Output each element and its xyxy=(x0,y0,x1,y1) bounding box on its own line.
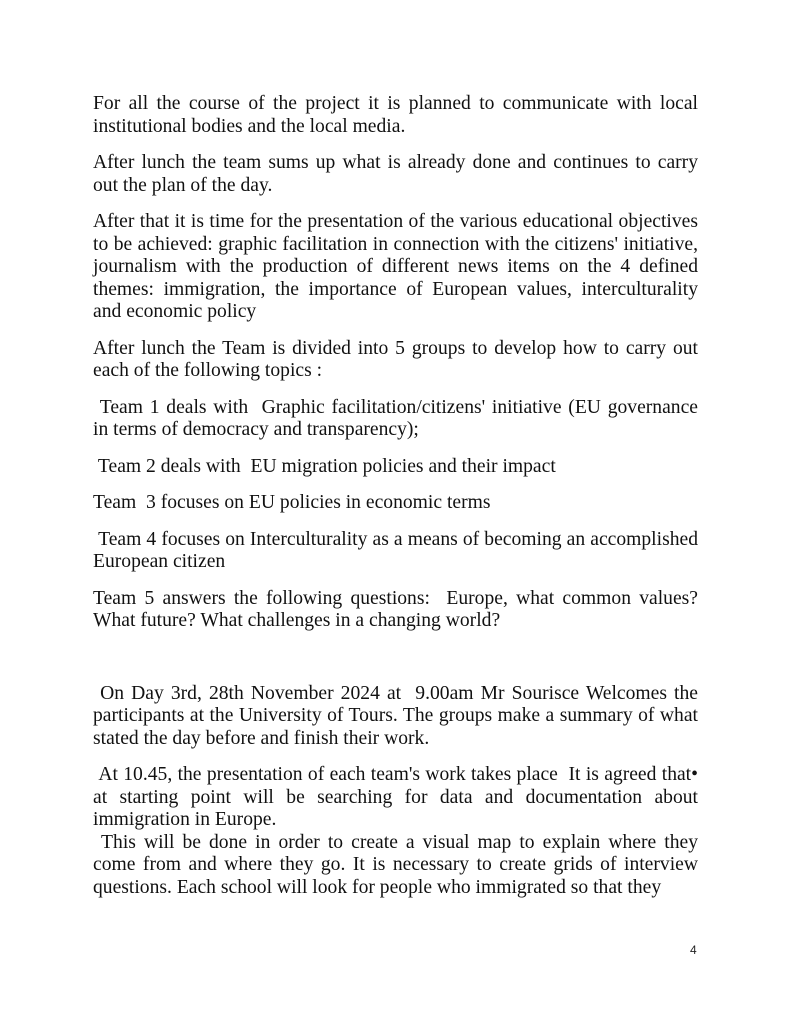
paragraph-after-lunch-summary: After lunch the team sums up what is already done and continues to carry out the plan of the day. xyxy=(93,152,698,196)
paragraph-team-4: Team 4 focuses on Interculturality as a means of becoming an accomplished European citizen xyxy=(93,528,698,572)
paragraph-team-3: Team 3 focuses on EU policies in economic terms xyxy=(93,492,491,513)
paragraph-groups-division: After lunch the Team is divided into 5 groups to develop how to carry out each of the following topics : xyxy=(93,337,698,381)
paragraph-team-2: Team 2 deals with EU migration policies and their impact xyxy=(93,455,556,477)
page-number: 4 xyxy=(690,943,697,957)
paragraph-day-3: On Day 3rd, 28th November 2024 at 9.00am Mr Sourisce Welcomes the participants at the University of Tours. The groups make a summary of what stated the day before and finish their work. xyxy=(93,682,698,749)
section-spacer xyxy=(93,647,698,683)
paragraph-team-1: Team 1 deals with Graphic facilitation/citizens' initiative (EU governance in terms of democracy and transparency); xyxy=(93,396,698,440)
paragraph-visual-map: This will be done in order to create a visual map to explain where they come from and where they go. It is necessary to create grids of interview questions. Each school will look for people who immigrated so that they xyxy=(93,831,698,898)
paragraph-communication-plan: For all the course of the project it is planned to communicate with local institutional bodies and the local media. xyxy=(93,93,698,137)
paragraph-educational-objectives: After that it is time for the presentation of the various educational objectives to be achieved: graphic facilitation in connection with the citizens' initiative, journalism with the production of different news items on the 4 defined themes: immigration, the importance of European values, interculturality and economic policy xyxy=(93,211,698,322)
paragraph-team-5: Team 5 answers the following questions: Europe, what common values? What future? What challenges in a changing world? xyxy=(93,587,698,631)
document-body xyxy=(93,93,698,899)
paragraph-presentation: At 10.45, the presentation of each team's work takes place It is agreed that• at starting point will be searching for data and documentation about immigration in Europe. xyxy=(93,764,698,830)
